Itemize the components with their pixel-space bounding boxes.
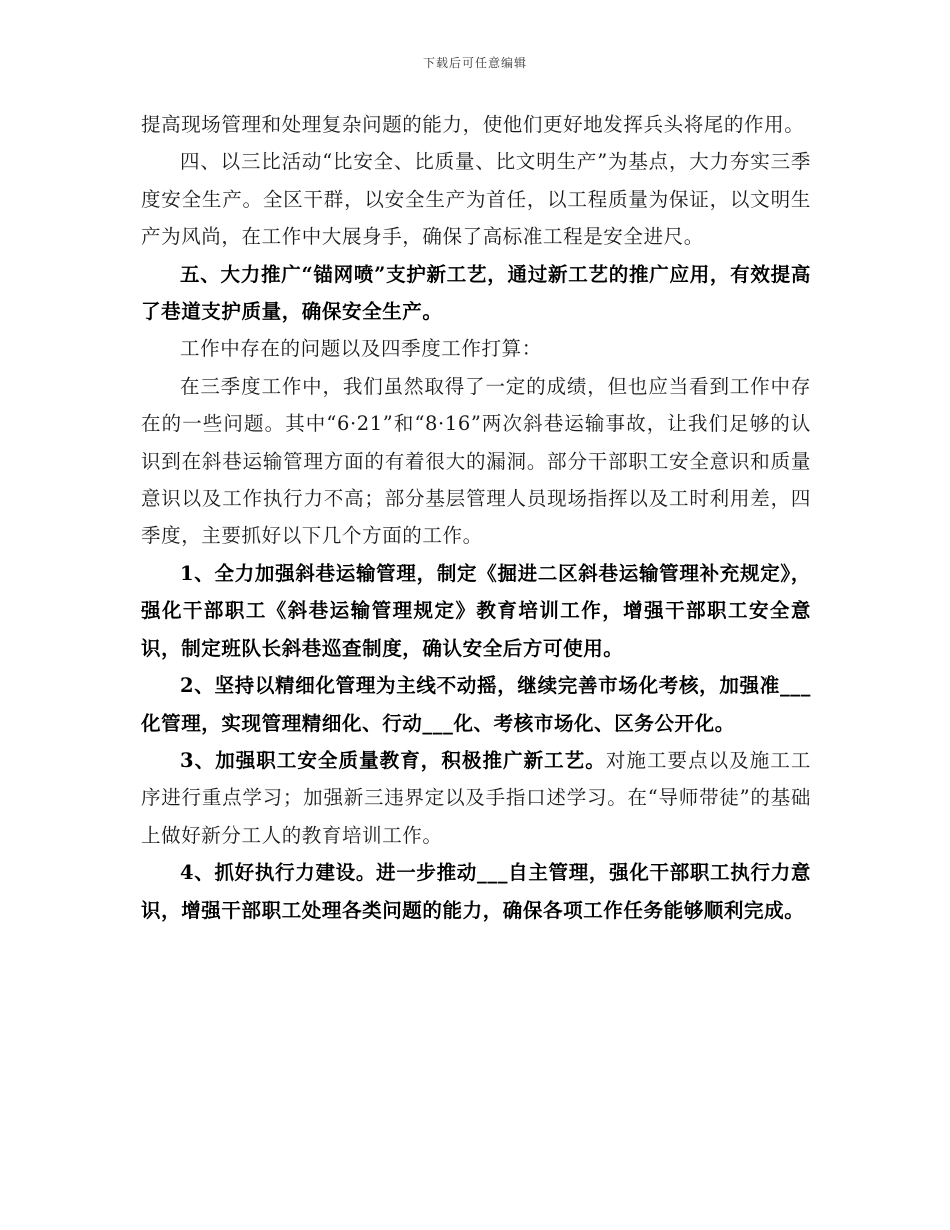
paragraph-item-4: 4、抓好执行力建设。进一步推动___自主管理，强化干部职工执行力意识，增强干部职工处理各类问题的能力，确保各项工作任务能够顺利完成。 [141, 861, 811, 922]
paragraph-item-1: 1、全力加强斜巷运输管理，制定《掘进二区斜巷运输管理补充规定》，强化干部职工《斜巷运输管理规定》教育培训工作，增强干部职工安全意识，制定班队长斜巷巡查制度，确认安全后方可使用。 [141, 561, 811, 660]
paragraph-item-3 [141, 742, 811, 854]
paragraph-problems-body: 在三季度工作中，我们虽然取得了一定的成绩，但也应当看到工作中存在的一些问题。其中“6·21”和“8·16”两次斜巷运输事故，让我们足够的认识到在斜巷运输管理方面的有着很大的漏洞。部分干部职工安全意识和质量意识以及工作执行力不高；部分基层管理人员现场指挥以及工时利用差，四季度，主要抓好以下几个方面的工作。 [141, 374, 811, 548]
paragraph-item-3-lead: 3、加强职工安全质量教育，积极推广新工艺。 [180, 748, 606, 772]
paragraph-intro-continuation: 提高现场管理和处理复杂问题的能力，使他们更好地发挥兵头将尾的作用。 [141, 113, 805, 136]
paragraph-section-four: 四、以三比活动“比安全、比质量、比文明生产”为基点，大力夯实三季度安全生产。全区干群，以安全生产为首任，以工程质量为保证，以文明生产为风尚，在工作中大展身手，确保了高标准工程是安全进尺。 [141, 150, 811, 249]
paragraph-item-2: 2、坚持以精细化管理为主线不动摇，继续完善市场化考核，加强准___化管理，实现管理精细化、行动___化、考核市场化、区务公开化。 [141, 674, 811, 735]
paragraph-problems-heading: 工作中存在的问题以及四季度工作打算： [180, 337, 542, 361]
document-body [141, 106, 811, 929]
paragraph-item-3-text: 对施工要点以及施工工序进行重点学习；加强新三违界定以及手指口述学习。在“导师带徒”的基础上做好新分工人的教育培训工作。 [141, 748, 811, 847]
page-header: 下载后可任意编辑 [422, 56, 527, 70]
paragraph-section-five: 五、大力推广“锚网喷”支护新工艺，通过新工艺的推广应用，有效提高了巷道支护质量，确保安全生产。 [141, 262, 811, 324]
